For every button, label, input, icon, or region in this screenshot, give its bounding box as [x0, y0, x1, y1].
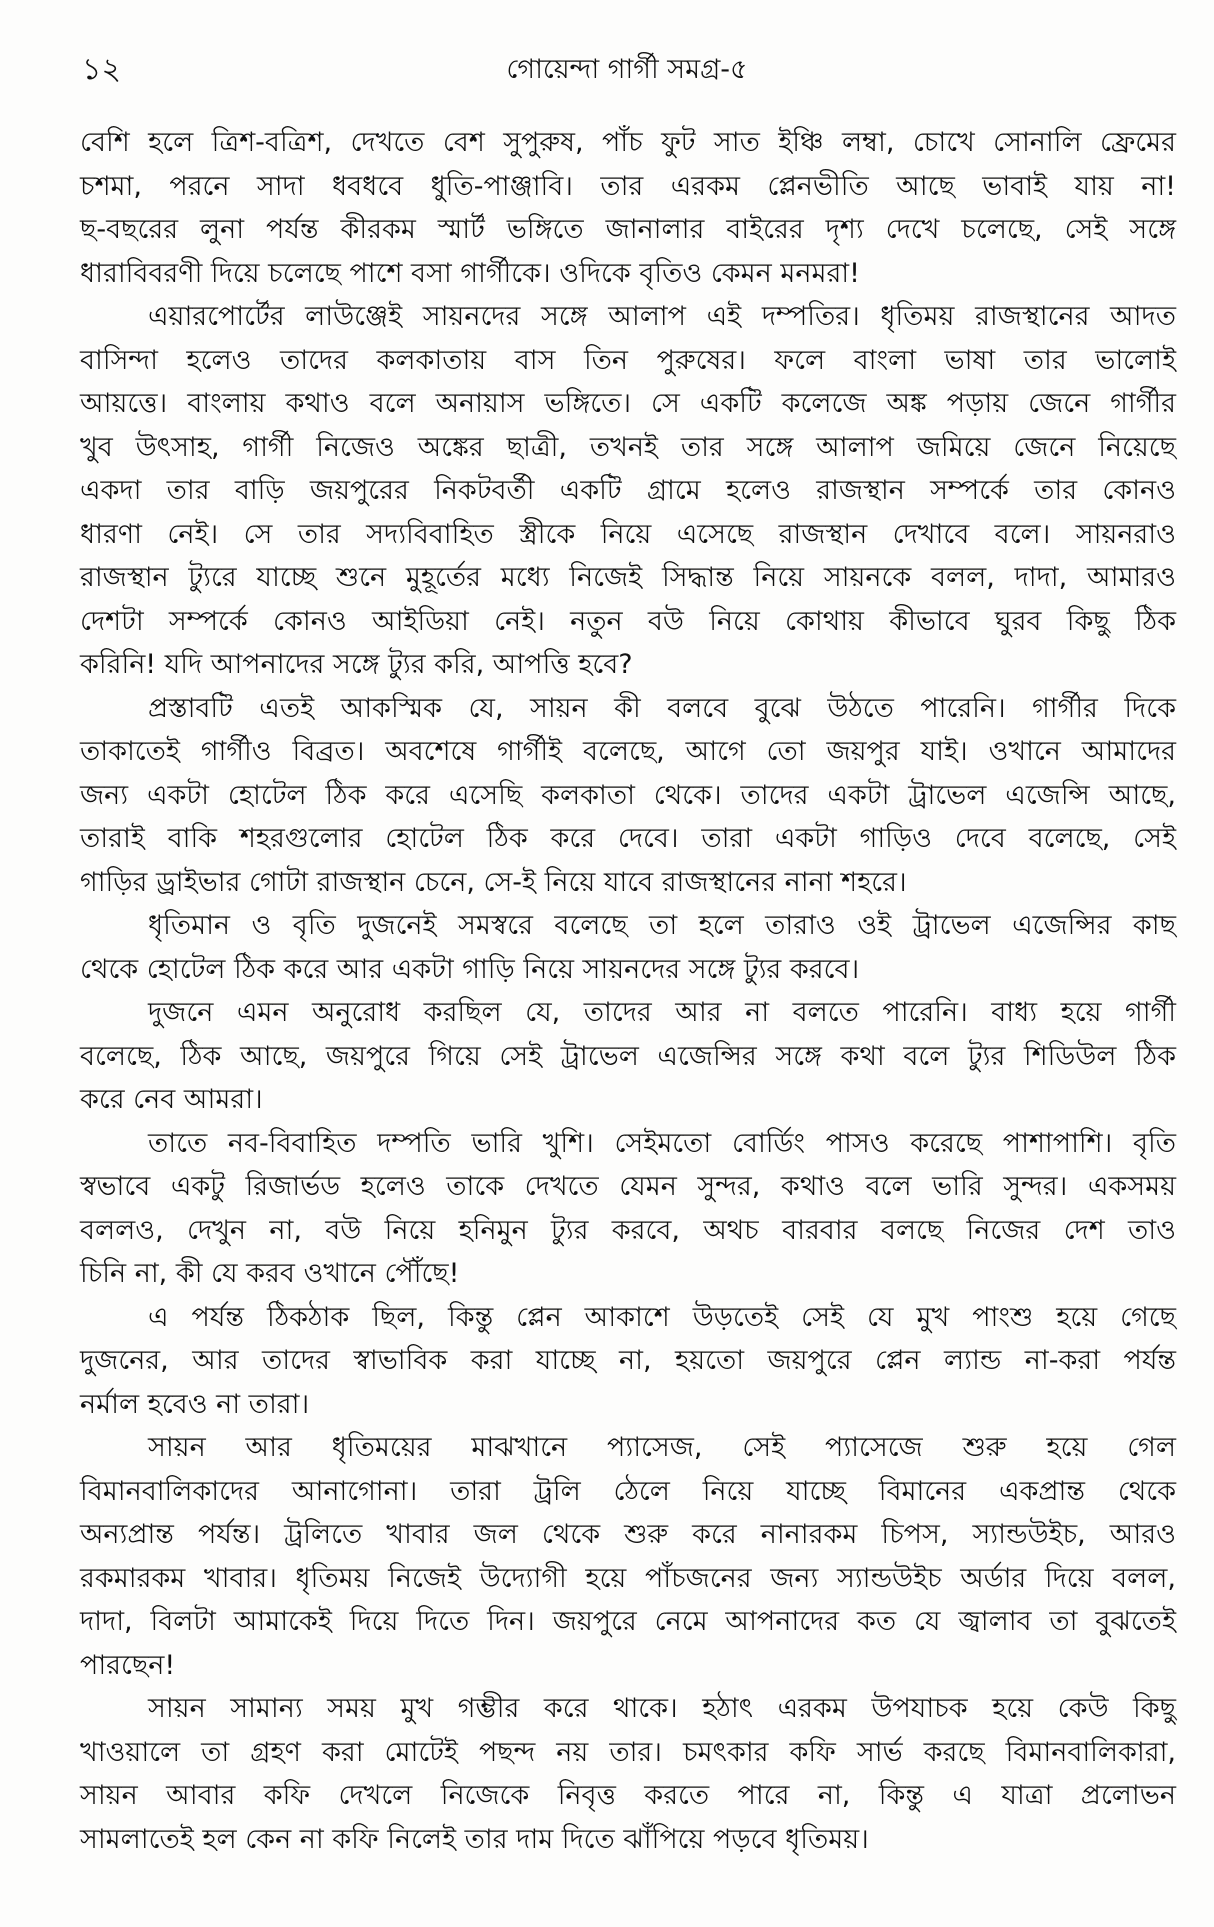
text-line: অন্যপ্রান্ত পর্যন্ত। ট্রলিতে খাবার জল থেকে শুরু করে নানারকম চিপস, স্যান্ডউইচ, আরও [80, 1519, 1176, 1550]
text-line: রাজস্থান ট্যুরে যাচ্ছে শুনে মুহূর্তের মধ্যে নিজেই সিদ্ধান্ত নিয়ে সায়নকে বলল, দাদা, আমারও [80, 562, 1176, 593]
page-number: ১২ [82, 52, 121, 87]
text-line: চশমা, পরনে সাদা ধবধবে ধুতি-পাঞ্জাবি। তার এরকম প্লেনভীতি আছে ভাবাই যায় না! [80, 170, 1176, 202]
text-line: খুব উৎসাহ, গার্গী নিজেও অঙ্কের ছাত্রী, তখনই তার সঙ্গে আলাপ জমিয়ে জেনে নিয়েছে [80, 431, 1176, 463]
text-line: চিনি না, কী যে করব ওখানে পৌঁছে! [80, 1258, 460, 1289]
text-line: থেকে হোটেল ঠিক করে আর একটা গাড়ি নিয়ে সায়নদের সঙ্গে ট্যুর করবে। [80, 953, 860, 985]
running-header-title: গোয়েন্দা গার্গী সমগ্র-৫ [506, 54, 748, 85]
text-line: সামলাতেই হল কেন না কফি নিলেই তার দাম দিতে ঝাঁপিয়ে পড়বে ধৃতিময়। [80, 1823, 869, 1855]
paragraph-first-line: দুজনে এমন অনুরোধ করছিল যে, তাদের আর না বলতে পারেনি। বাধ্য হয়ে গার্গী [148, 997, 1176, 1028]
text-line: রকমারকম খাবার। ধৃতিময় নিজেই উদ্যোগী হয়ে পাঁচজনের জন্য স্যান্ডউইচ অর্ডার দিয়ে বলল, [80, 1562, 1176, 1594]
text-line: পারছেন! [80, 1649, 176, 1681]
text-line: করিনি! যদি আপনাদের সঙ্গে ট্যুর করি, আপত্তি হবে? [80, 649, 633, 680]
paragraph-first-line: প্রস্তাবটি এতই আকস্মিক যে, সায়ন কী বলবে বুঝে উঠতে পারেনি। গার্গীর দিকে [148, 692, 1176, 724]
paragraph-first-line: সায়ন সামান্য সময় মুখ গম্ভীর করে থাকে। হঠাৎ এরকম উপযাচক হয়ে কেউ কিছু [148, 1693, 1176, 1724]
text-line: বিমানবালিকাদের আনাগোনা। তারা ট্রলি ঠেলে নিয়ে যাচ্ছে বিমানের একপ্রান্ত থেকে [80, 1475, 1176, 1507]
text-line: ধারণা নেই। সে তার সদ্যবিবাহিত স্ত্রীকে নিয়ে এসেছে রাজস্থান দেখাবে বলে। সায়নরাও [80, 518, 1176, 550]
text-line: স্বভাবে একটু রিজার্ভড হলেও তাকে দেখতে যেমন সুন্দর, কথাও বলে ভারি সুন্দর। একসময় [80, 1171, 1176, 1202]
text-line: দাদা, বিলটা আমাকেই দিয়ে দিতে দিন। জয়পুরে নেমে আপনাদের কত যে জ্বালাব তা বুঝতেই [80, 1606, 1176, 1637]
text-line: বলেছে, ঠিক আছে, জয়পুরে গিয়ে সেই ট্রাভেল এজেন্সির সঙ্গে কথা বলে ট্যুর শিডিউল ঠিক [80, 1040, 1176, 1072]
text-line: তারাই বাকি শহরগুলোর হোটেল ঠিক করে দেবে। তারা একটা গাড়িও দেবে বলেছে, সেই [80, 823, 1176, 854]
text-line: গাড়ির ড্রাইভার গোটা রাজস্থান চেনে, সে-ই নিয়ে যাবে রাজস্থানের নানা শহরে। [80, 866, 907, 898]
text-line: আয়ত্তে। বাংলায় কথাও বলে অনায়াস ভঙ্গিতে। সে একটি কলেজে অঙ্ক পড়ায় জেনে গার্গীর [80, 388, 1176, 419]
text-line: ধারাবিবরণী দিয়ে চলেছে পাশে বসা গার্গীকে। ওদিকে বৃতিও কেমন মনমরা! [80, 257, 860, 289]
text-line: দেশটা সম্পর্কে কোনও আইডিয়া নেই। নতুন বউ নিয়ে কোথায় কীভাবে ঘুরব কিছু ঠিক [80, 605, 1176, 637]
text-line: একদা তার বাড়ি জয়পুরের নিকটবর্তী একটি গ্রামে হলেও রাজস্থান সম্পর্কে তার কোনও [80, 475, 1176, 506]
body-text [80, 121, 1176, 1861]
text-line: দুজনের, আর তাদের স্বাভাবিক করা যাচ্ছে না, হয়তো জয়পুরে প্লেন ল্যান্ড না-করা পর্যন্ত [80, 1345, 1176, 1376]
paragraph-first-line: এয়ারপোর্টের লাউঞ্জেই সায়নদের সঙ্গে আলাপ এই দম্পতির। ধৃতিময় রাজস্থানের আদত [148, 301, 1176, 332]
text-line: জন্য একটা হোটেল ঠিক করে এসেছি কলকাতা থেকে। তাদের একটা ট্রাভেল এজেন্সি আছে, [80, 779, 1176, 811]
text-line: ছ-বছরের লুনা পর্যন্ত কীরকম স্মার্ট ভঙ্গিতে জানালার বাইরের দৃশ্য দেখে চলেছে, সেই সঙ্গে [80, 214, 1176, 245]
paragraph-first-line: তাতে নব-বিবাহিত দম্পতি ভারি খুশি। সেইমতো বোর্ডিং পাসও করেছে পাশাপাশি। বৃতি [148, 1127, 1176, 1159]
text-line: তাকাতেই গার্গীও বিব্রত। অবশেষে গার্গীই বলেছে, আগে তো জয়পুর যাই। ওখানে আমাদের [80, 736, 1176, 767]
text-line: খাওয়ালে তা গ্রহণ করা মোটেই পছন্দ নয় তার। চমৎকার কফি সার্ভ করছে বিমানবালিকারা, [80, 1736, 1176, 1768]
text-line: বেশি হলে ত্রিশ-বত্রিশ, দেখতে বেশ সুপুরুষ, পাঁচ ফুট সাত ইঞ্চি লম্বা, চোখে সোনালি ফ্রেমের [80, 127, 1176, 158]
paragraph-first-line: সায়ন আর ধৃতিময়ের মাঝখানে প্যাসেজ, সেই প্যাসেজে শুরু হয়ে গেল [148, 1432, 1176, 1463]
paragraph-first-line: এ পর্যন্ত ঠিকঠাক ছিল, কিন্তু প্লেন আকাশে উড়তেই সেই যে মুখ পাংশু হয়ে গেছে [148, 1301, 1176, 1333]
text-line: সায়ন আবার কফি দেখলে নিজেকে নিবৃত্ত করতে পারে না, কিন্তু এ যাত্রা প্রলোভন [80, 1780, 1176, 1811]
text-line: বললও, দেখুন না, বউ নিয়ে হনিমুন ট্যুর করবে, অথচ বারবার বলছে নিজের দেশ তাও [80, 1214, 1176, 1246]
text-line: করে নেব আমরা। [80, 1084, 263, 1115]
text-line: বাসিন্দা হলেও তাদের কলকাতায় বাস তিন পুরুষের। ফলে বাংলা ভাষা তার ভালোই [80, 344, 1176, 376]
paragraph-first-line: ধৃতিমান ও বৃতি দুজনেই সমস্বরে বলেছে তা হলে তারাও ওই ট্রাভেল এজেন্সির কাছ [148, 910, 1176, 941]
text-line: নর্মাল হবেও না তারা। [80, 1388, 310, 1420]
